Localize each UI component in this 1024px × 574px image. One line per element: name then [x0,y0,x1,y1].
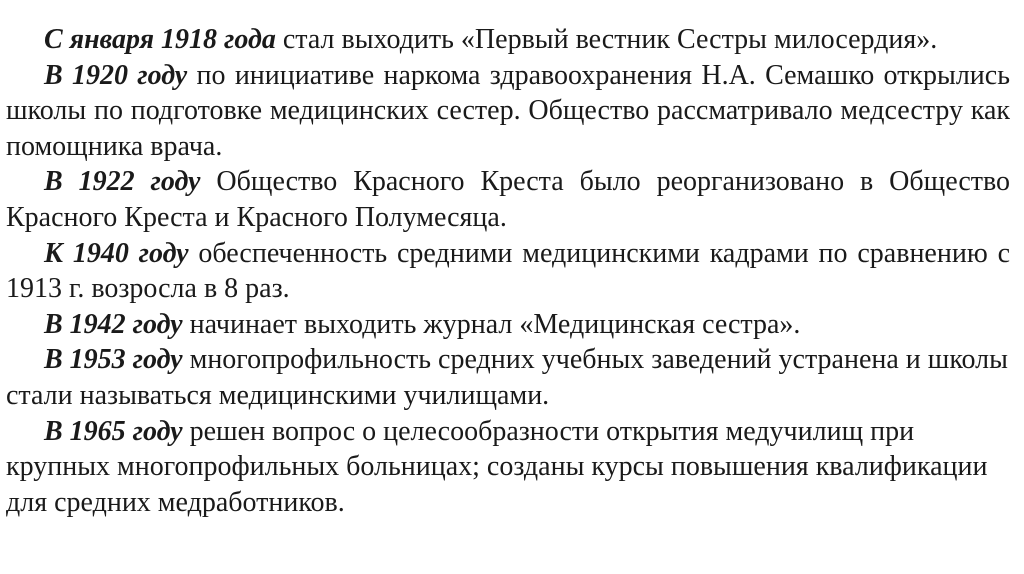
text-1965: решен вопрос о целесообразности открытия медучилищ при крупных многопрофильных больницах; созданы курсы повышения квалификации для средних медработников. [6,415,988,518]
text-1922: Общество Красного Креста было реорганизовано в Общество Красного Креста и Красного Полумесяца. [6,166,1011,233]
date-1940: К 1940 году [44,237,189,269]
text-1953: многопрофильность средних учебных заведений устранена и школы стали называться медицинскими училищами. [6,344,1008,411]
paragraph-1920 [6,58,1010,165]
paragraph-1942 [6,307,1010,343]
paragraph-1953 [6,342,1010,413]
paragraph-1918 [6,22,1010,58]
text-1918: стал выходить «Первый вестник Сестры милосердия». [275,24,938,55]
date-1922: В 1922 году [44,166,201,198]
text-1920: по инициативе наркома здравоохранения Н.А. Семашко открылись школы по подготовке медицинских сестер. Общество рассматривало медсестру как помощника врача. [6,59,1010,162]
paragraph-1922 [6,164,1010,235]
slide-text-body [6,22,1010,520]
date-1953: В 1953 году [44,344,183,376]
date-1965: В 1965 году [44,415,183,447]
date-1920: В 1920 году [44,59,188,91]
date-1918: С января 1918 года [44,24,276,55]
paragraph-1965 [6,414,1010,521]
date-1942: В 1942 году [44,308,183,340]
text-1942: начинает выходить журнал «Медицинская сестра». [182,308,801,340]
text-1940: обеспеченность средними медицинскими кадрами по сравнению с 1913 г. возросла в 8 раз. [6,237,1011,305]
paragraph-1940 [6,236,1010,307]
